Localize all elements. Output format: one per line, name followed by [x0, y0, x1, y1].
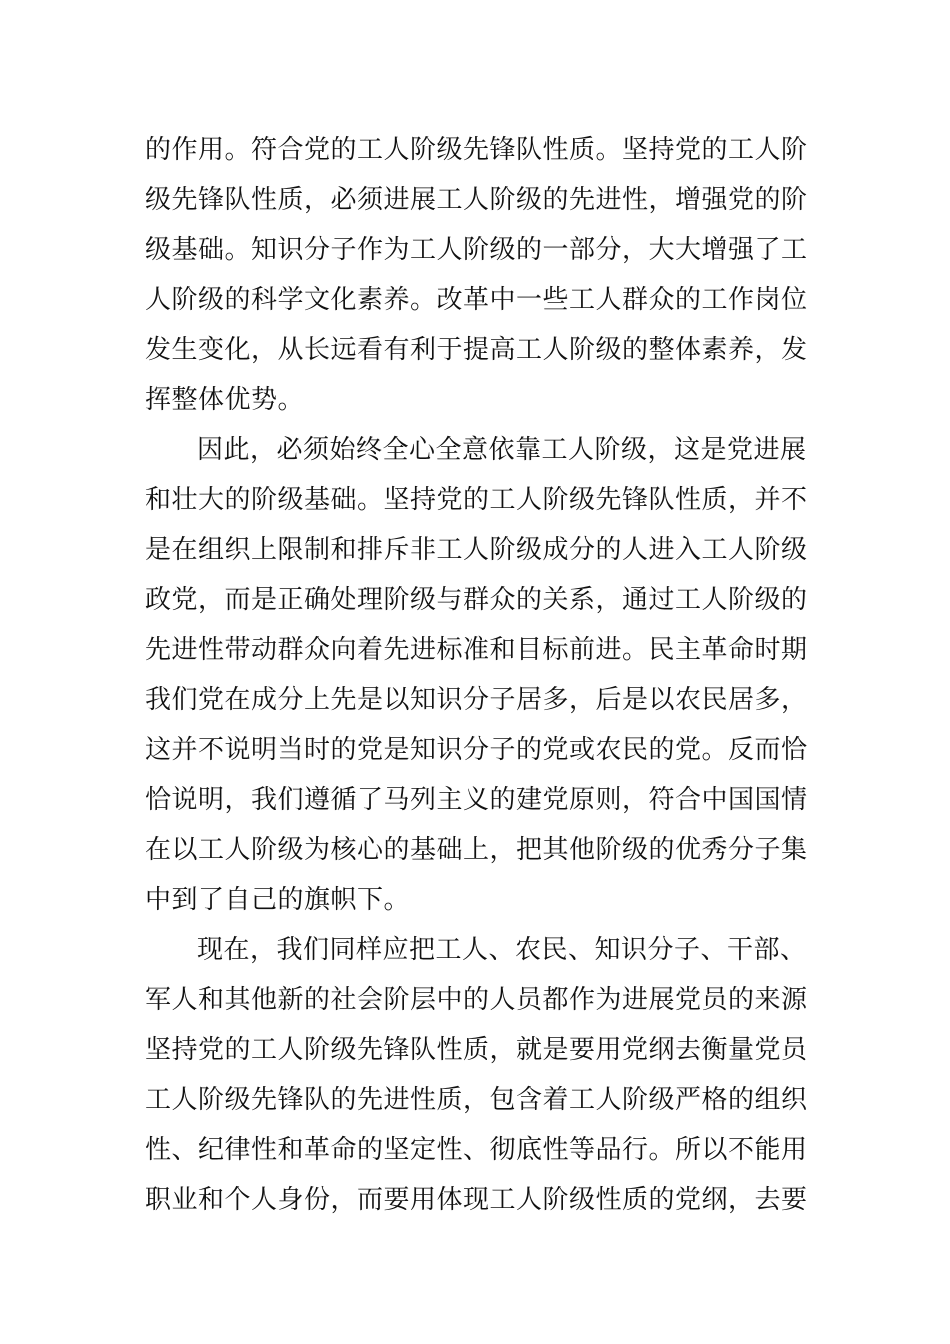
text-line: 职业和个人身份，而要用体现工人阶级性质的党纲，去要 [145, 1185, 808, 1215]
text-line: 政党，而是正确处理阶级与群众的关系，通过工人阶级的 [145, 585, 808, 615]
text-line: 军人和其他新的社会阶层中的人员都作为进展党员的来源 [145, 985, 808, 1015]
text-line: 在以工人阶级为核心的基础上，把其他阶级的优秀分子集 [145, 835, 808, 865]
text-line: 的作用。符合党的工人阶级先锋队性质。坚持党的工人阶 [145, 135, 808, 165]
text-line: 中到了自己的旗帜下。 [145, 885, 411, 915]
text-line: 人阶级的科学文化素养。改革中一些工人群众的工作岗位 [145, 285, 808, 315]
text-line: 是在组织上限制和排斥非工人阶级成分的人进入工人阶级 [145, 535, 808, 565]
paragraph-start-line: 因此，必须始终全心全意依靠工人阶级，这是党进展 [197, 435, 807, 465]
paragraph-start-line: 现在，我们同样应把工人、农民、知识分子、干部、 [197, 935, 807, 965]
text-line: 发生变化，从长远看有利于提高工人阶级的整体素养，发 [145, 335, 808, 365]
text-line: 级基础。知识分子作为工人阶级的一部分，大大增强了工 [145, 235, 808, 265]
text-line: 恰说明，我们遵循了马列主义的建党原则，符合中国国情 [145, 785, 808, 815]
text-line: 坚持党的工人阶级先锋队性质，就是要用党纲去衡量党员 [145, 1035, 808, 1065]
text-line: 工人阶级先锋队的先进性质，包含着工人阶级严格的组织 [145, 1085, 808, 1115]
text-line: 和壮大的阶级基础。坚持党的工人阶级先锋队性质，并不 [145, 485, 808, 515]
body-text [145, 125, 810, 1225]
text-line: 级先锋队性质，必须进展工人阶级的先进性，增强党的阶 [145, 185, 808, 215]
text-line: 挥整体优势。 [145, 385, 305, 415]
text-line: 我们党在成分上先是以知识分子居多，后是以农民居多， [145, 685, 808, 715]
text-line: 性、纪律性和革命的坚定性、彻底性等品行。所以不能用 [145, 1135, 808, 1165]
text-line: 这并不说明当时的党是知识分子的党或农民的党。反而恰 [145, 735, 808, 765]
text-line: 先进性带动群众向着先进标准和目标前进。民主革命时期 [145, 635, 808, 665]
